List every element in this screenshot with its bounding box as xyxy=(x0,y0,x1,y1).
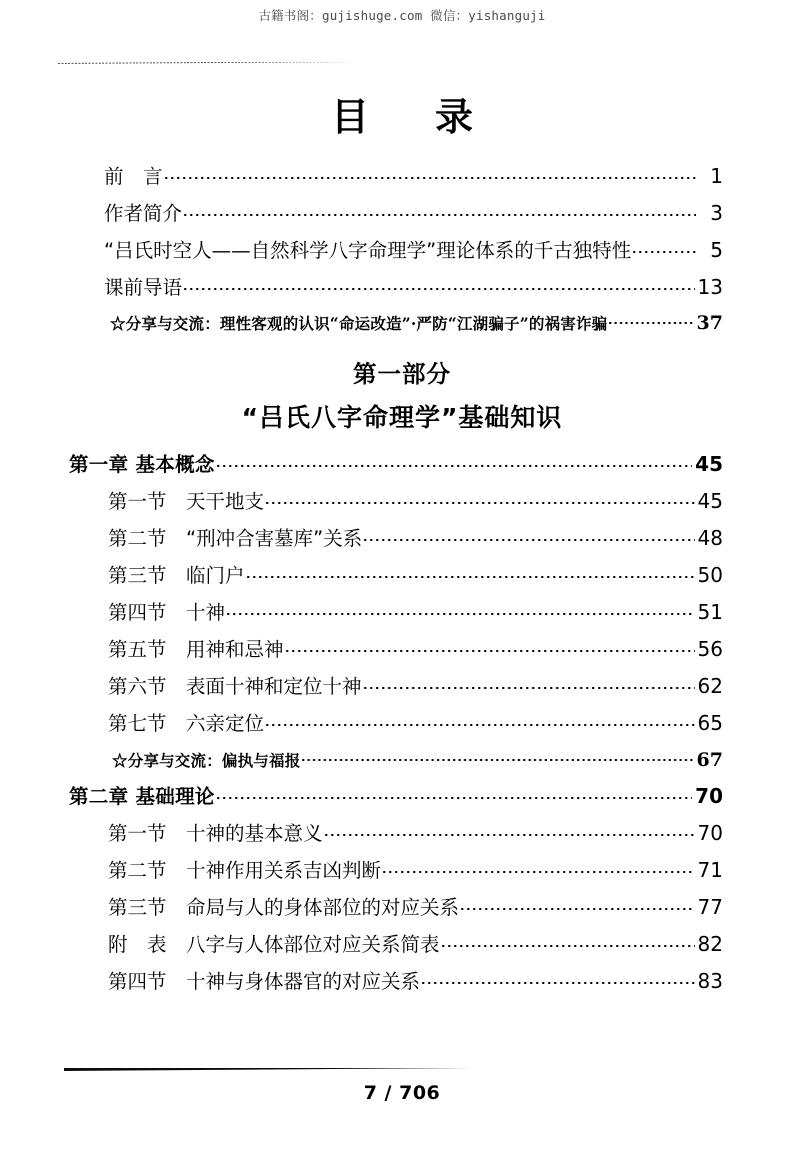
toc-section-label: 第二节 “刑冲合害墓库”关系 xyxy=(108,527,363,550)
page-indicator: 7 / 706 xyxy=(363,1082,441,1104)
dot-leader xyxy=(302,750,693,766)
toc-section-label: 第四节 十神 xyxy=(108,601,226,624)
dot-leader xyxy=(461,898,695,914)
toc-section-page: 77 xyxy=(697,895,723,919)
dot-leader xyxy=(364,529,694,545)
toc-entry-preface[interactable] xyxy=(0,158,804,195)
dot-leader xyxy=(266,492,695,508)
dot-leader xyxy=(217,787,692,803)
toc-entry-label: 课前导语 xyxy=(104,276,183,299)
toc-section-1-2[interactable] xyxy=(0,520,804,557)
footer-divider xyxy=(64,1068,742,1073)
toc-entry-page: 13 xyxy=(697,275,723,299)
dot-leader xyxy=(217,455,692,471)
toc-chapter-2[interactable] xyxy=(0,778,804,815)
dot-leader xyxy=(184,278,695,294)
dot-leader xyxy=(442,935,695,951)
toc-section-1-4[interactable] xyxy=(0,594,804,631)
toc-entry-label: 作者简介 xyxy=(104,202,183,225)
toc-section-label: 第二节 十神作用关系吉凶判断 xyxy=(108,859,382,882)
dot-leader xyxy=(325,824,695,840)
toc-section-2-3[interactable] xyxy=(0,889,804,926)
toc-entry-share-front[interactable] xyxy=(0,306,804,340)
dot-leader xyxy=(266,714,695,730)
dot-leader xyxy=(286,640,695,656)
toc-section-page: 65 xyxy=(697,711,723,735)
toc-section-2-1[interactable] xyxy=(0,815,804,852)
toc-section-label: 第四节 十神与身体器官的对应关系 xyxy=(108,970,421,993)
toc-entry-share-chapter-1[interactable] xyxy=(0,742,804,778)
page-title: 目 录 xyxy=(330,95,487,139)
toc-section-page: 48 xyxy=(697,526,723,550)
site-watermark-header: 古籍书阁：gujishuge.com 微信：yishanguji xyxy=(258,8,546,23)
toc-entry-label: ☆分享与交流：理性客观的认识“命运改造”·严防“江湖骗子”的祸害诈骗 xyxy=(110,314,608,333)
toc-section-1-3[interactable] xyxy=(0,557,804,594)
part-name: “吕氏八字命理学”基础知识 xyxy=(241,403,563,432)
toc-chapter-page: 70 xyxy=(695,784,723,808)
dot-leader xyxy=(227,603,695,619)
toc-section-1-1[interactable] xyxy=(0,483,804,520)
toc-entry-course-intro[interactable] xyxy=(0,269,804,306)
toc-chapter-label: 第一章 基本概念 xyxy=(69,453,215,476)
toc-chapter-label: 第二章 基础理论 xyxy=(69,785,215,808)
toc-entry-page: 37 xyxy=(696,312,723,334)
part-number: 第一部分 xyxy=(353,360,451,388)
toc-entry-page: 5 xyxy=(710,238,723,262)
toc-section-1-5[interactable] xyxy=(0,631,804,668)
toc-appendix-table-2[interactable] xyxy=(0,926,804,963)
toc-section-label: 第五节 用神和忌神 xyxy=(108,638,284,661)
toc-entry-page: 67 xyxy=(696,749,723,771)
toc-section-label: 第七节 六亲定位 xyxy=(108,712,265,735)
toc-section-page: 56 xyxy=(697,637,723,661)
toc-entry-theory-uniqueness[interactable] xyxy=(0,232,804,269)
dot-leader xyxy=(609,313,693,329)
dot-leader xyxy=(165,167,696,183)
toc-section-2-4[interactable] xyxy=(0,963,804,1000)
toc-chapter-1[interactable] xyxy=(0,446,804,483)
toc-section-label: 第一节 天干地支 xyxy=(108,490,265,513)
toc-section-label: 第六节 表面十神和定位十神 xyxy=(108,675,362,698)
toc-section-page: 82 xyxy=(697,932,723,956)
toc-entry-page: 3 xyxy=(710,201,723,225)
toc-section-label: 第三节 命局与人的身体部位的对应关系 xyxy=(108,896,460,919)
dot-leader xyxy=(383,861,695,877)
toc-section-1-6[interactable] xyxy=(0,668,804,705)
dot-leader xyxy=(422,972,695,988)
table-of-contents xyxy=(0,158,804,1000)
toc-section-page: 70 xyxy=(697,821,723,845)
toc-section-label: 附 表 八字与人体部位对应关系简表 xyxy=(108,933,440,956)
part-heading xyxy=(0,340,804,446)
toc-section-page: 51 xyxy=(697,600,723,624)
toc-section-page: 45 xyxy=(697,489,723,513)
toc-entry-label: “吕氏时空人——自然科学八字命理学”理论体系的千古独特性 xyxy=(104,239,632,262)
toc-entry-label: ☆分享与交流：偏执与福报 xyxy=(112,751,301,770)
toc-section-1-7[interactable] xyxy=(0,705,804,742)
toc-entry-label: 前 言 xyxy=(104,165,163,188)
toc-entry-author-bio[interactable] xyxy=(0,195,804,232)
toc-section-page: 50 xyxy=(697,563,723,587)
toc-entry-page: 1 xyxy=(710,164,723,188)
dot-leader xyxy=(184,204,696,220)
toc-section-page: 62 xyxy=(697,674,723,698)
toc-section-page: 83 xyxy=(697,969,723,993)
dot-leader xyxy=(364,677,695,693)
toc-section-2-2[interactable] xyxy=(0,852,804,889)
dot-leader xyxy=(247,566,695,582)
top-divider xyxy=(58,62,748,65)
dot-leader xyxy=(633,241,696,257)
toc-section-label: 第一节 十神的基本意义 xyxy=(108,822,323,845)
toc-section-page: 71 xyxy=(697,858,723,882)
toc-chapter-page: 45 xyxy=(695,452,723,476)
toc-section-label: 第三节 临门户 xyxy=(108,564,245,587)
